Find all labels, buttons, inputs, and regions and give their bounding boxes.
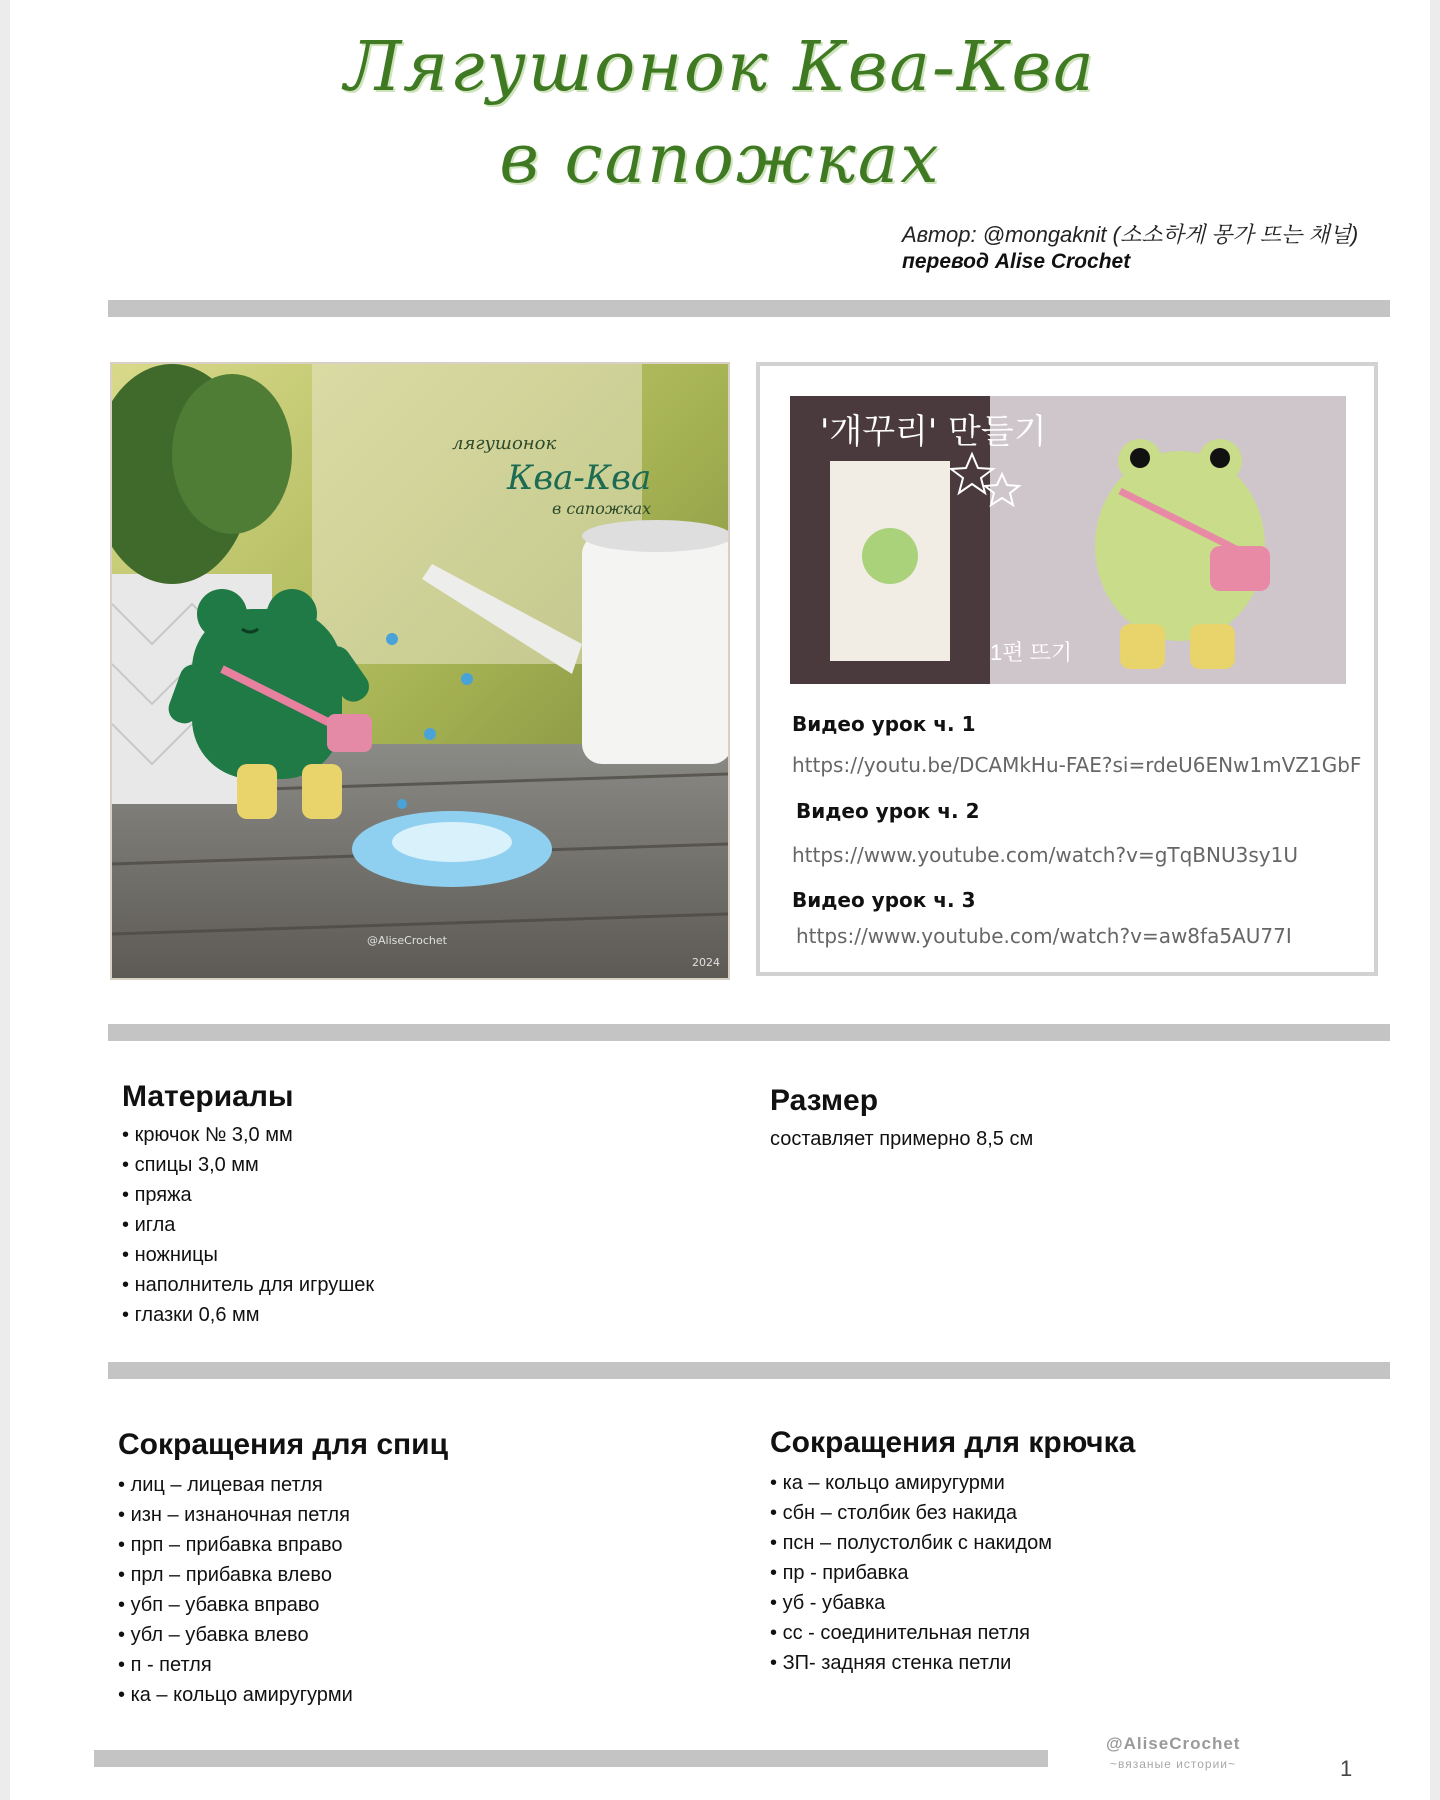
list-item: • ка – кольцо амиругурми [770, 1468, 1052, 1498]
lesson-2-label: Видео урок ч. 2 [796, 799, 980, 823]
knit-abbr-list [118, 1470, 353, 1710]
brand-logo: @AliseCrochet [1106, 1734, 1241, 1753]
list-item: • игла [122, 1210, 374, 1240]
list-item: • сбн – столбик без накида [770, 1498, 1052, 1528]
photo-overlay-small: лягушонок [452, 433, 557, 454]
divider [108, 300, 1390, 317]
list-item: • псн – полустолбик с накидом [770, 1528, 1052, 1558]
list-item: • крючок № 3,0 мм [122, 1120, 374, 1150]
list-item: • убл – убавка влево [118, 1620, 353, 1650]
size-text: составляет примерно 8,5 см [770, 1128, 1034, 1150]
list-item: • прл – прибавка влево [118, 1560, 353, 1590]
lesson-1-link[interactable]: https://youtu.be/DCAMkHu-FAE?si=rdeU6ENw1mVZ1GbF [792, 753, 1362, 777]
list-item: • спицы 3,0 мм [122, 1150, 374, 1180]
frog-photo [110, 362, 730, 980]
title-line-1: Лягушонок Ква-Ква [344, 28, 1096, 107]
crochet-abbr-heading: Сокращения для крючка [770, 1426, 1136, 1459]
list-item: • убп – убавка вправо [118, 1590, 353, 1620]
divider [108, 1024, 1390, 1041]
knit-abbr-heading: Сокращения для спиц [118, 1428, 449, 1461]
document-page [10, 0, 1430, 1800]
video-thumbnail[interactable] [790, 396, 1346, 684]
brand-tagline: ~вязаные истории~ [1110, 1757, 1237, 1771]
frog-photo-illustration [112, 364, 728, 978]
divider [108, 1362, 1390, 1379]
author-credit: Автор: @mongaknit (소소하게 몽가 뜨는 채널) [902, 222, 1359, 247]
list-item: • ножницы [122, 1240, 374, 1270]
title-line-2: в сапожках [499, 120, 941, 199]
photo-year: 2024 [692, 956, 720, 969]
photo-watermark: @AliseCrochet [367, 934, 447, 947]
list-item: • пряжа [122, 1180, 374, 1210]
list-item: • глазки 0,6 мм [122, 1300, 374, 1330]
list-item: • лиц – лицевая петля [118, 1470, 353, 1500]
list-item: • прп – прибавка вправо [118, 1530, 353, 1560]
photo-overlay-big: Ква-Ква [507, 458, 652, 498]
list-item: • уб - убавка [770, 1588, 1052, 1618]
list-item: • изн – изнаночная петля [118, 1500, 353, 1530]
thumbnail-title: '개꾸리' 만들기 [820, 412, 1047, 452]
translator-credit: перевод Alise Crochet [902, 250, 1131, 273]
list-item: • сс - соединительная петля [770, 1618, 1052, 1648]
list-item: • п - петля [118, 1650, 353, 1680]
list-item: • ка – кольцо амиругурми [118, 1680, 353, 1710]
materials-heading: Материалы [122, 1080, 294, 1113]
footer-divider [94, 1750, 1048, 1767]
list-item: • пр - прибавка [770, 1558, 1052, 1588]
size-heading: Размер [770, 1084, 879, 1117]
list-item: • ЗП- задняя стенка петли [770, 1648, 1052, 1678]
video-lessons-card [756, 362, 1378, 976]
lesson-3-link[interactable]: https://www.youtube.com/watch?v=aw8fa5AU77I [796, 924, 1292, 948]
photo-overlay-sub: в сапожках [552, 499, 652, 518]
materials-list [122, 1120, 374, 1330]
lesson-2-link[interactable]: https://www.youtube.com/watch?v=gTqBNU3sy1U [792, 843, 1298, 867]
thumbnail-subtitle: 1편 뜨기 [990, 640, 1073, 665]
page-number: 1 [1340, 1756, 1353, 1781]
crochet-abbr-list [770, 1468, 1052, 1678]
list-item: • наполнитель для игрушек [122, 1270, 374, 1300]
lesson-1-label: Видео урок ч. 1 [792, 712, 976, 736]
lesson-3-label: Видео урок ч. 3 [792, 888, 976, 912]
